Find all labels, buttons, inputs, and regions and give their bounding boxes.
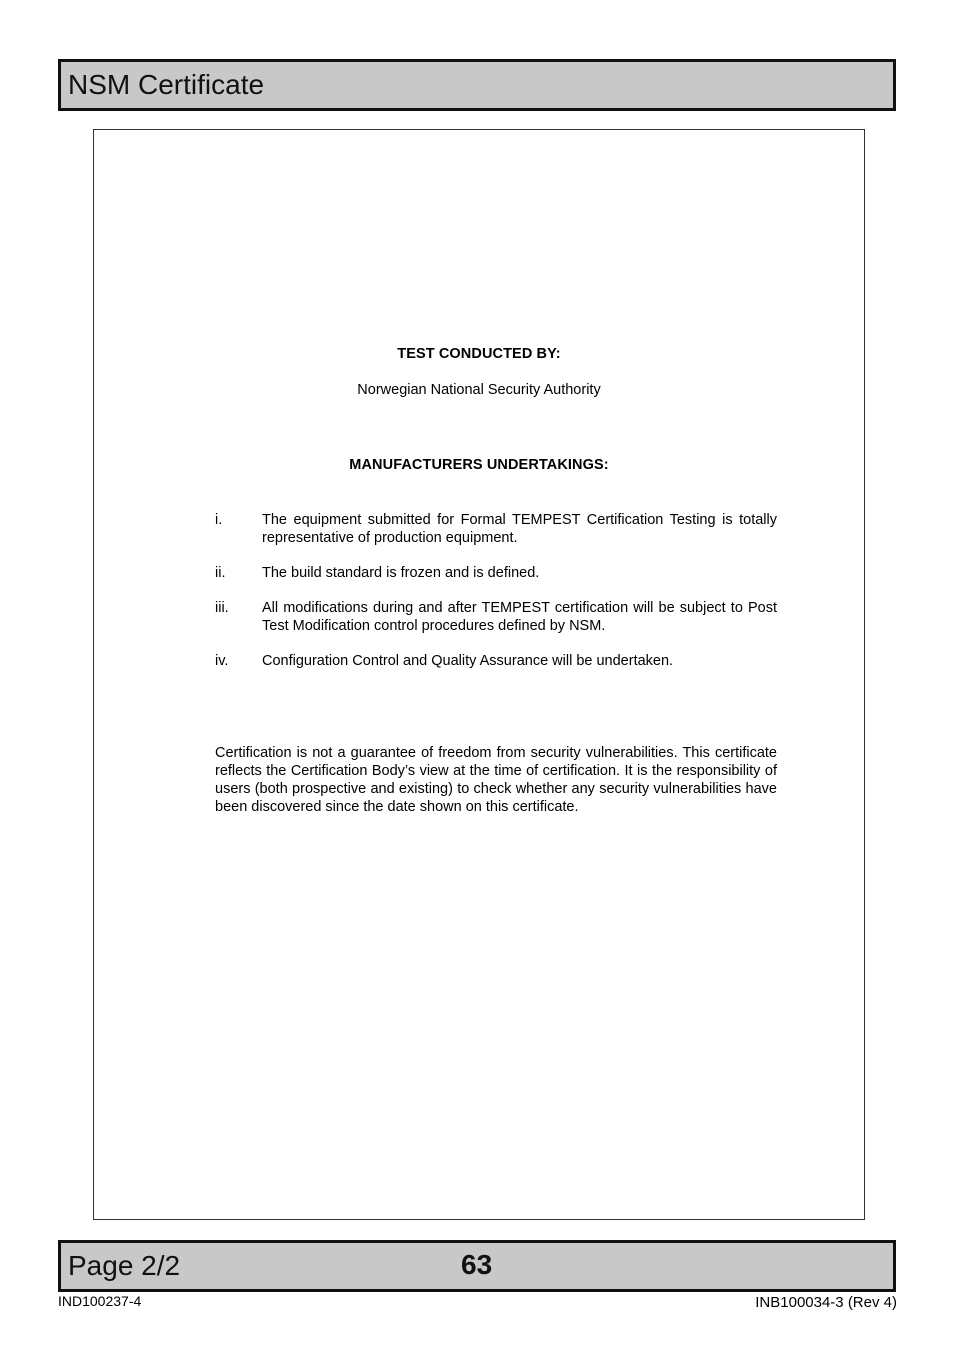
list-item-text: The equipment submitted for Formal TEMPEST Certification Testing is totally representative of production equipment.	[262, 512, 777, 546]
list-marker: ii.	[215, 565, 226, 581]
page-indicator: Page 2/2	[68, 1250, 181, 1281]
list-marker: i.	[215, 512, 223, 528]
document-code-right: INB100034-3 (Rev 4)	[755, 1294, 897, 1311]
list-item	[215, 599, 777, 635]
test-conducted-heading: TEST CONDUCTED BY:	[397, 346, 561, 362]
list-item	[215, 564, 777, 582]
list-item-text: All modifications during and after TEMPEST certification will be subject to Post Test Modification control procedures defined by NSM.	[262, 600, 777, 634]
page-number: 63	[461, 1249, 493, 1280]
footer-bar	[58, 1240, 896, 1292]
list-item	[215, 511, 777, 547]
list-marker: iii.	[215, 600, 229, 616]
undertakings-list	[215, 511, 777, 687]
list-item	[215, 652, 777, 670]
page-title: NSM Certificate	[68, 69, 265, 100]
header-bar	[58, 59, 896, 111]
list-item-text: Configuration Control and Quality Assurance will be undertaken.	[262, 653, 674, 669]
test-authority: Norwegian National Security Authority	[357, 382, 601, 398]
document-code-left: IND100237-4	[58, 1293, 142, 1309]
undertakings-heading: MANUFACTURERS UNDERTAKINGS:	[349, 457, 609, 473]
certification-disclaimer: Certification is not a guarantee of freedom from security vulnerabilities. This certificate reflects the Certification Body’s view at the time of certification. It is the responsibility of users (both prospective and existing) to check whether any security vulnerabilities have been discovered since the date shown on this certificate.	[215, 745, 777, 815]
list-item-text: The build standard is frozen and is defined.	[262, 565, 540, 581]
certificate-scan	[93, 129, 865, 1220]
list-marker: iv.	[215, 653, 229, 669]
